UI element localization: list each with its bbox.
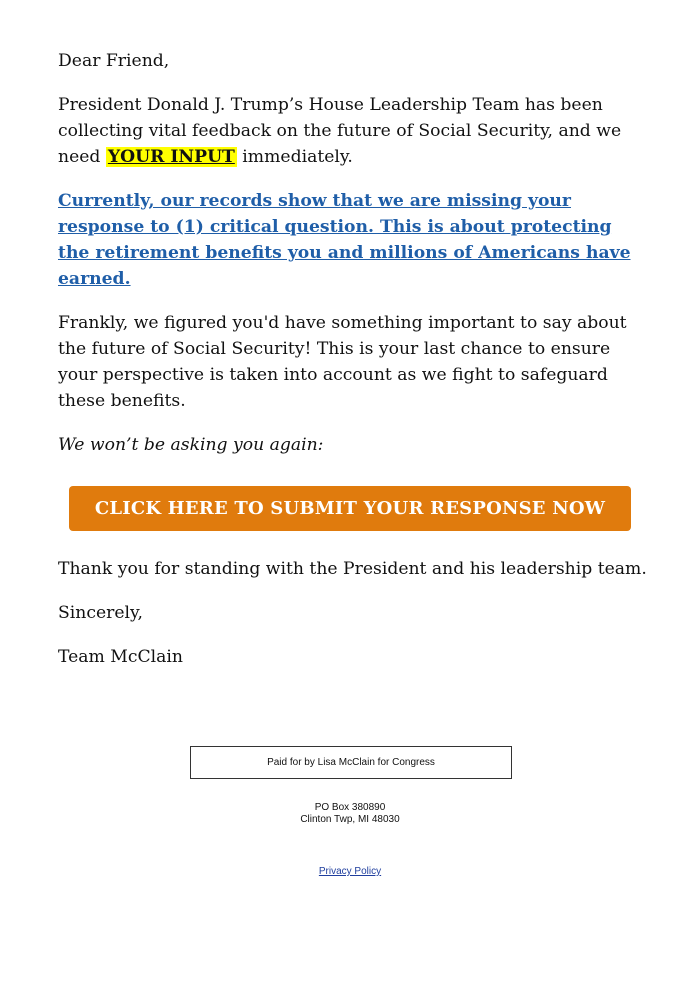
intro-paragraph: [58, 92, 648, 170]
privacy-policy-link[interactable]: Privacy Policy: [318, 866, 382, 877]
submit-response-button[interactable]: CLICK HERE TO SUBMIT YOUR RESPONSE NOW: [69, 486, 631, 531]
address-line-2: Clinton Twp, MI 48030: [300, 814, 400, 825]
paid-for-text: Paid for by Lisa McClain for Congress: [267, 757, 435, 768]
frankly-paragraph: Frankly, we figured you'd have something important to say about the future of Social Security! This is your last chance to ensure your perspective is taken into account as we fight to safeguard these benefits.: [58, 313, 627, 411]
address-line-1: PO Box 380890: [314, 802, 386, 813]
missing-response-link[interactable]: Currently, our records show that we are missing your response to (1) critical question. This is about protecting the retirement benefits you and millions of Americans have earned.: [58, 191, 631, 289]
intro-text-end: immediately.: [236, 147, 353, 167]
email-body: [58, 48, 648, 458]
paid-for-disclaimer: [190, 746, 512, 779]
signature-text: Team McClain: [58, 647, 183, 667]
signoff-text: Sincerely,: [58, 603, 143, 623]
mailing-address: [0, 802, 700, 826]
greeting-text: Dear Friend,: [58, 51, 170, 71]
your-input-highlight: YOUR INPUT: [107, 147, 235, 167]
closing-section: [58, 556, 658, 688]
cta-container: [69, 486, 631, 531]
privacy-section: [0, 866, 700, 877]
intro-text-start: President Donald J. Trump’s House Leadership Team has been collecting vital feedback on the future of Social Security, and we need: [58, 95, 622, 167]
thanks-text: Thank you for standing with the President and his leadership team.: [58, 559, 647, 579]
italic-note: We won’t be asking you again:: [58, 435, 324, 455]
